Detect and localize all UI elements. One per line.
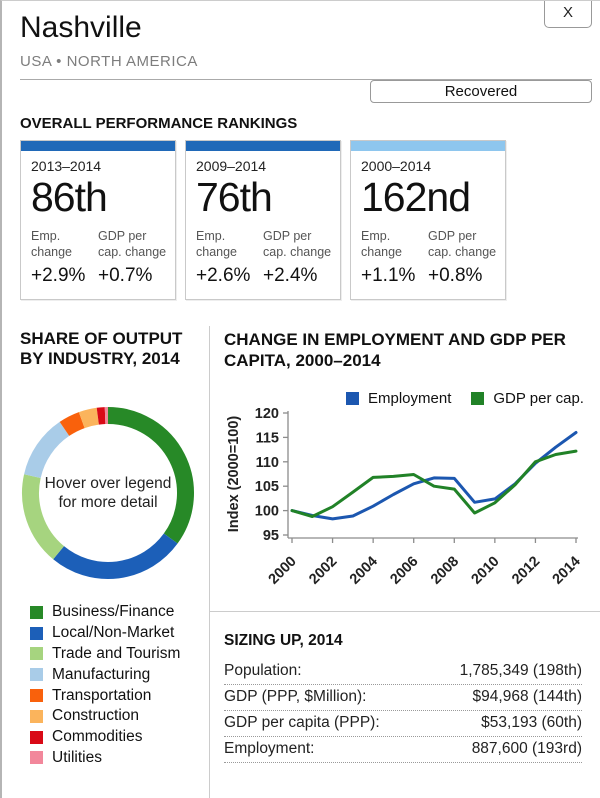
legend-swatch: [30, 606, 43, 619]
x-tick-label: 2008: [427, 553, 463, 588]
legend-item-transportation[interactable]: [30, 685, 180, 706]
gdp-change-label: GDP per cap. change: [263, 229, 332, 259]
legend-label: Utilities: [52, 748, 102, 766]
emp-change-value: +2.9%: [31, 265, 86, 287]
card-rank: 162nd: [361, 174, 471, 220]
y-axis-label: Index (2000=100): [226, 415, 242, 533]
ranking-card-2000-2014: [350, 140, 506, 300]
ranking-card-2013-2014: [20, 140, 176, 300]
page-title: Nashville: [20, 11, 142, 44]
sizing-heading: SIZING UP, 2014: [224, 632, 343, 649]
x-tick-label: 2014: [549, 553, 584, 588]
sizing-row-value: 887,600 (193rd): [471, 740, 582, 757]
recovered-status-button[interactable]: Recovered: [370, 80, 592, 103]
legend-label: Transportation: [52, 686, 152, 704]
sizing-table: [224, 659, 582, 763]
x-tick-label: 2000: [265, 553, 300, 588]
legend-swatch: [30, 647, 43, 660]
emp-change-value: +1.1%: [361, 265, 416, 287]
legend-item-business-finance[interactable]: [30, 602, 180, 623]
gdp-change-label: GDP per cap. change: [98, 229, 167, 259]
industry-chart-title: SHARE OF OUTPUT BY INDUSTRY, 2014: [20, 329, 183, 369]
legend-swatch: [30, 668, 43, 681]
donut-slice-construction[interactable]: [82, 416, 98, 420]
x-tick-label: 2006: [387, 553, 422, 588]
legend-label: Construction: [52, 707, 140, 725]
sizing-row-label: GDP per capita (PPP):: [224, 714, 380, 731]
legend-label: Manufacturing: [52, 665, 151, 683]
city-location-subtitle: USA • NORTH AMERICA: [20, 53, 198, 70]
industry-donut-chart: [20, 405, 196, 581]
gdp-change-value: +0.8%: [428, 265, 483, 287]
sizing-row-label: GDP (PPP, $Million):: [224, 688, 367, 705]
donut-slice-local-non-market[interactable]: [59, 539, 171, 571]
x-tick-label: 2002: [306, 553, 341, 588]
legend-item-utilities[interactable]: [30, 748, 180, 769]
series-line-gdp-per-cap-: [292, 451, 576, 516]
gdp-change-label: GDP per cap. change: [428, 229, 497, 259]
x-tick-label: 2010: [468, 553, 503, 588]
column-divider: [209, 326, 210, 798]
ranking-cards: [20, 140, 506, 300]
sizing-divider: [210, 611, 600, 612]
legend-item-construction[interactable]: [30, 706, 180, 727]
sizing-row: [224, 659, 582, 685]
series-label: Employment: [368, 390, 452, 407]
y-tick-label: 115: [255, 430, 279, 447]
sizing-row: [224, 685, 582, 711]
donut-slice-commodities[interactable]: [98, 416, 105, 417]
donut-slice-trade-and-tourism[interactable]: [31, 476, 59, 553]
sizing-row: [224, 737, 582, 763]
sizing-row-value: $53,193 (60th): [481, 714, 582, 731]
y-tick-label: 105: [254, 479, 279, 496]
legend-swatch: [30, 627, 43, 640]
gdp-change-value: +0.7%: [98, 265, 153, 287]
x-tick-label: 2012: [509, 553, 544, 588]
legend-item-trade-and-tourism[interactable]: [30, 644, 180, 665]
legend-swatch: [30, 751, 43, 764]
donut-slice-transportation[interactable]: [64, 420, 81, 429]
emp-change-value: +2.6%: [196, 265, 251, 287]
card-period: 2013–2014: [31, 158, 102, 174]
y-tick-label: 100: [254, 503, 279, 520]
legend-label: Commodities: [52, 728, 143, 746]
employment-gdp-line-chart: [224, 403, 596, 599]
card-period: 2000–2014: [361, 158, 432, 174]
card-accent-bar: [351, 141, 505, 151]
card-accent-bar: [186, 141, 340, 151]
y-tick-label: 120: [254, 406, 279, 422]
legend-swatch: [30, 689, 43, 702]
card-period: 2009–2014: [196, 158, 267, 174]
legend-label: Local/Non-Market: [52, 624, 175, 642]
legend-label: Business/Finance: [52, 603, 175, 621]
legend-swatch: [30, 710, 43, 723]
card-accent-bar: [21, 141, 175, 151]
line-chart-title: CHANGE IN EMPLOYMENT AND GDP PER CAPITA, 2000–2014: [224, 330, 566, 371]
sizing-row-value: $94,968 (144th): [472, 688, 582, 705]
legend-label: Trade and Tourism: [52, 644, 181, 662]
legend-item-manufacturing[interactable]: [30, 664, 180, 685]
sizing-row-value: 1,785,349 (198th): [459, 662, 582, 679]
emp-change-label: Emp. change: [196, 229, 238, 259]
emp-change-label: Emp. change: [31, 229, 73, 259]
donut-slice-manufacturing[interactable]: [32, 429, 64, 476]
emp-change-label: Emp. change: [361, 229, 403, 259]
card-rank: 76th: [196, 174, 272, 220]
donut-center-hint: Hover over legend for more detail: [44, 474, 172, 511]
y-tick-label: 95: [262, 528, 279, 544]
legend-item-commodities[interactable]: [30, 727, 180, 748]
card-rank: 86th: [31, 174, 107, 220]
donut-slice-business-finance[interactable]: [108, 416, 185, 539]
legend-swatch: [30, 731, 43, 744]
sizing-row-label: Employment:: [224, 740, 315, 757]
industry-legend: [30, 602, 180, 768]
ranking-card-2009-2014: [185, 140, 341, 300]
series-label: GDP per cap.: [493, 390, 584, 407]
y-tick-label: 110: [255, 454, 279, 471]
sizing-row-label: Population:: [224, 662, 302, 679]
x-tick-label: 2004: [346, 553, 381, 588]
close-button[interactable]: X: [544, 1, 592, 28]
gdp-change-value: +2.4%: [263, 265, 318, 287]
rankings-heading: OVERALL PERFORMANCE RANKINGS: [20, 115, 298, 132]
legend-item-local-non-market[interactable]: [30, 623, 180, 644]
sizing-row: [224, 711, 582, 737]
